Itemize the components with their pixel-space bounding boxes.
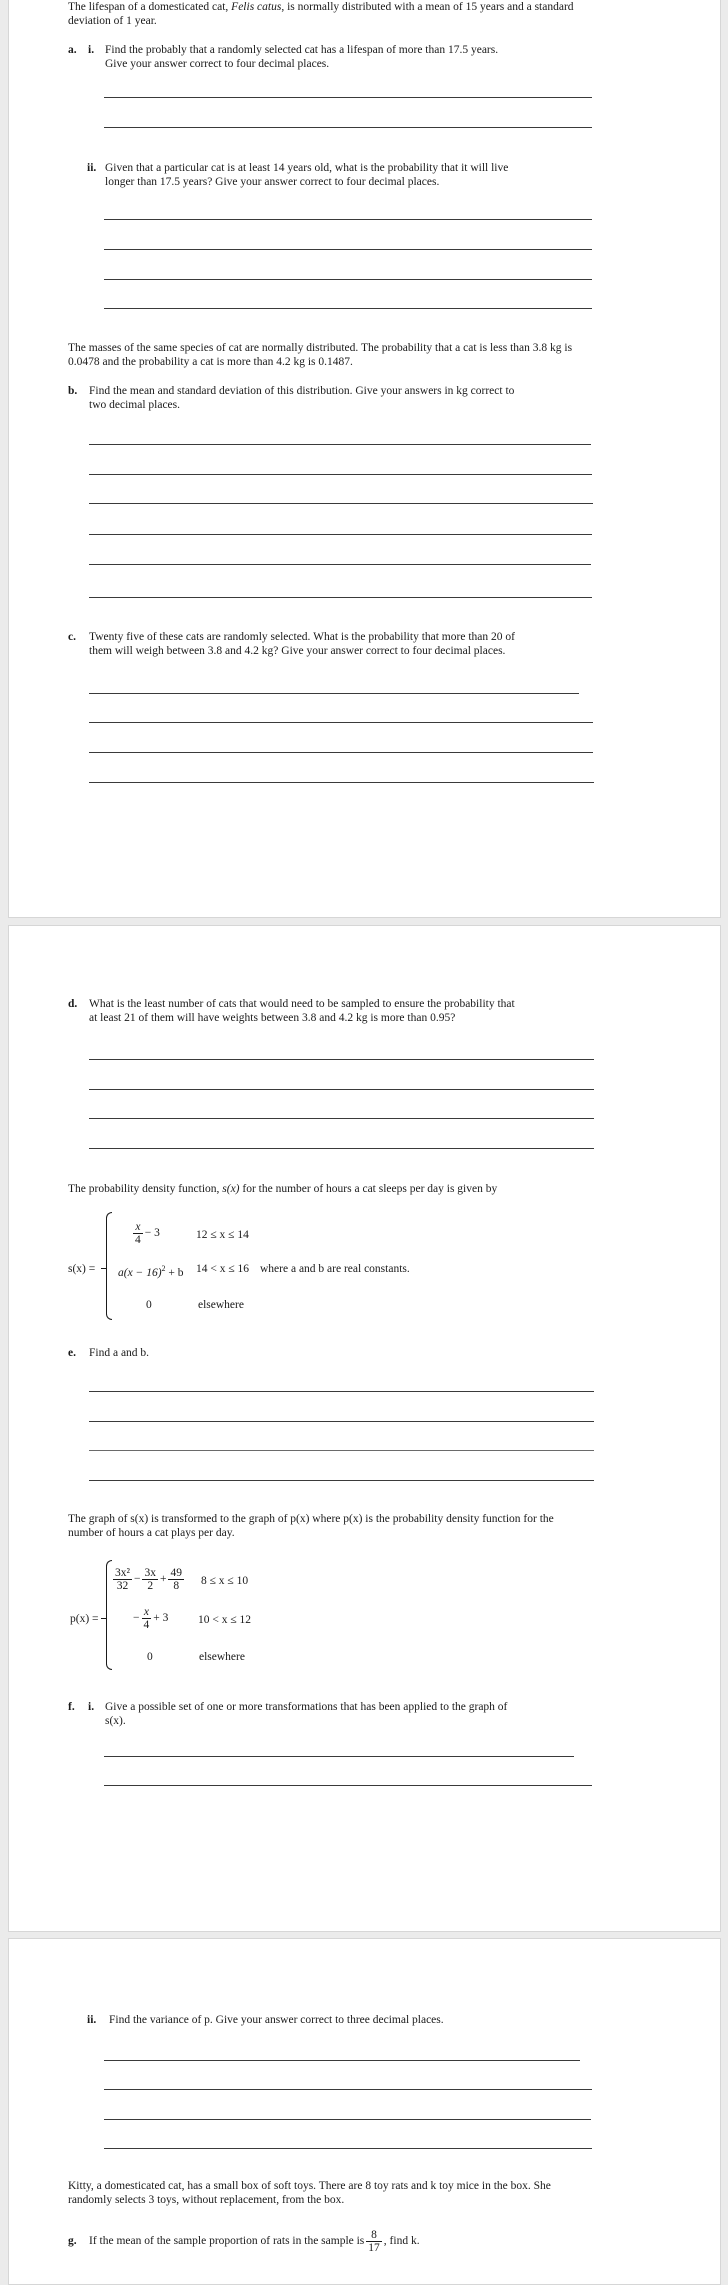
pdf-p-row-3: 0 — [147, 1651, 153, 1663]
answer-line[interactable] — [89, 752, 593, 753]
answer-line[interactable] — [89, 444, 591, 445]
answer-line[interactable] — [104, 308, 592, 309]
intro-masses-line-2: 0.0478 and the probability a cat is more than 4.2 kg is 0.1487. — [68, 356, 353, 368]
answer-line[interactable] — [89, 782, 594, 783]
pdf-p-row-2: − $\frac{x}{4}$ + 3 — [133, 1606, 169, 1631]
intro-lifespan-line-1: The lifespan of a domesticated cat, Felis catus, is normally distributed with a mean of 15 years and a standard — [68, 1, 574, 13]
part-f-ii-text: Find the variance of p. Give your answer correct to three decimal places. — [109, 2014, 444, 2026]
species-name: Felis catus — [231, 1, 282, 13]
answer-line[interactable] — [89, 597, 592, 598]
answer-line[interactable] — [104, 1756, 574, 1757]
answer-line[interactable] — [89, 693, 579, 694]
part-e-text: Find a and b. — [89, 1347, 150, 1359]
intro-sleep-pdf: The probability density function, s(x) for the number of hours a cat sleeps per day is given by — [68, 1183, 498, 1195]
pdf-s-note: where a and b are real constants. — [260, 1263, 410, 1275]
part-a-label: a. — [68, 44, 77, 56]
pdf-s-row-3: 0 — [146, 1299, 152, 1311]
answer-line[interactable] — [104, 1785, 592, 1786]
pdf-p-row-1: $\frac{\text{3x²}}{32}$ − $\frac{3x}{2}$ + $\frac{49}{8}$ — [115, 1567, 182, 1592]
part-f-label: f. — [68, 1701, 75, 1713]
pdf-p-lhs: p(x) = — [70, 1613, 99, 1625]
intro-play-line-2: number of hours a cat plays per day. — [68, 1527, 235, 1539]
answer-line[interactable] — [104, 279, 592, 280]
part-f-i-line-1: Give a possible set of one or more transformations that has been applied to the graph of — [105, 1701, 508, 1713]
part-g-text: If the mean of the sample proportion of rats in the sample is $\frac{8}{17}$ , find k. — [89, 2228, 420, 2254]
intro-lifespan-line-2: deviation of 1 year. — [68, 15, 157, 27]
part-a-ii-line-1: Given that a particular cat is at least 14 years old, what is the probability that it will live — [105, 162, 509, 174]
pdf-p-row-2-domain: 10 < x ≤ 12 — [198, 1614, 252, 1626]
part-f-i-line-2: s(x). — [105, 1715, 126, 1727]
part-c-line-2: them will weigh between 3.8 and 4.2 kg? Give your answer correct to four decimal places. — [89, 645, 506, 657]
answer-line[interactable] — [104, 219, 592, 220]
answer-line[interactable] — [89, 534, 592, 535]
part-d-label: d. — [68, 998, 78, 1010]
pdf-s-brace — [106, 1212, 112, 1320]
answer-line[interactable] — [89, 1450, 594, 1451]
part-f-i-label: i. — [88, 1701, 95, 1713]
pdf-s-row-2: $a(x - 16)^2 + b$ — [118, 1264, 184, 1279]
part-a-i-line-2: Give your answer correct to four decimal places. — [105, 58, 330, 70]
answer-line[interactable] — [89, 722, 593, 723]
part-g-label: g. — [68, 2235, 77, 2247]
part-b-line-2: two decimal places. — [89, 399, 181, 411]
page-1 — [8, 0, 721, 918]
intro-play-line-1: The graph of s(x) is transformed to the graph of p(x) where p(x) is the probability density function for the — [68, 1513, 554, 1525]
part-a-ii-label: ii. — [87, 162, 97, 174]
answer-line[interactable] — [104, 97, 592, 98]
intro-masses-line-1: The masses of the same species of cat are normally distributed. The probability that a cat is less than 3.8 kg is — [68, 342, 573, 354]
answer-line[interactable] — [89, 1480, 594, 1481]
answer-line[interactable] — [104, 2089, 592, 2090]
part-b-line-1: Find the mean and standard deviation of this distribution. Give your answers in kg correct to — [89, 385, 515, 397]
answer-line[interactable] — [89, 1089, 594, 1090]
answer-line[interactable] — [89, 474, 592, 475]
answer-line[interactable] — [89, 1421, 594, 1422]
part-f-ii-label: ii. — [87, 2014, 97, 2026]
answer-line[interactable] — [89, 1391, 594, 1392]
part-a-i-line-1: Find the probably that a randomly selected cat has a lifespan of more than 17.5 years. — [105, 44, 499, 56]
answer-line[interactable] — [89, 503, 593, 504]
answer-line[interactable] — [104, 127, 592, 128]
pdf-s-row-1: $\frac{x}{4}$ − 3 — [135, 1221, 160, 1246]
pdf-p-row-3-domain: elsewhere — [199, 1651, 245, 1663]
part-c-label: c. — [68, 631, 76, 643]
pdf-s-brace-tip — [101, 1268, 106, 1269]
pdf-p-row-1-domain: 8 ≤ x ≤ 10 — [201, 1575, 249, 1587]
answer-line[interactable] — [104, 249, 592, 250]
pdf-s-row-1-domain: 12 ≤ x ≤ 14 — [196, 1229, 249, 1241]
part-b-label: b. — [68, 385, 78, 397]
part-e-label: e. — [68, 1347, 76, 1359]
answer-line[interactable] — [104, 2148, 592, 2149]
answer-line[interactable] — [89, 1118, 594, 1119]
pdf-p-brace-tip — [101, 1618, 106, 1619]
part-d-line-1: What is the least number of cats that would need to be sampled to ensure the probability that — [89, 998, 515, 1010]
answer-line[interactable] — [89, 564, 591, 565]
answer-line[interactable] — [104, 2060, 580, 2061]
pdf-s-lhs: s(x) = — [68, 1263, 96, 1275]
page-2 — [8, 925, 721, 1932]
part-a-i-label: i. — [88, 44, 95, 56]
intro-toys-line-1: Kitty, a domesticated cat, has a small box of soft toys. There are 8 toy rats and k toy mice in the box. She — [68, 2180, 551, 2192]
part-d-line-2: at least 21 of them will have weights between 3.8 and 4.2 kg is more than 0.95? — [89, 1012, 456, 1024]
pdf-s-row-3-domain: elsewhere — [198, 1299, 244, 1311]
answer-line[interactable] — [89, 1148, 594, 1149]
answer-line[interactable] — [104, 2119, 591, 2120]
part-a-ii-line-2: longer than 17.5 years? Give your answer correct to four decimal places. — [105, 176, 440, 188]
intro-toys-line-2: randomly selects 3 toys, without replacement, from the box. — [68, 2194, 345, 2206]
answer-line[interactable] — [89, 1059, 594, 1060]
part-c-line-1: Twenty five of these cats are randomly selected. What is the probability that more than 20 of — [89, 631, 515, 643]
pdf-s-row-2-domain: 14 < x ≤ 16 — [196, 1263, 250, 1275]
